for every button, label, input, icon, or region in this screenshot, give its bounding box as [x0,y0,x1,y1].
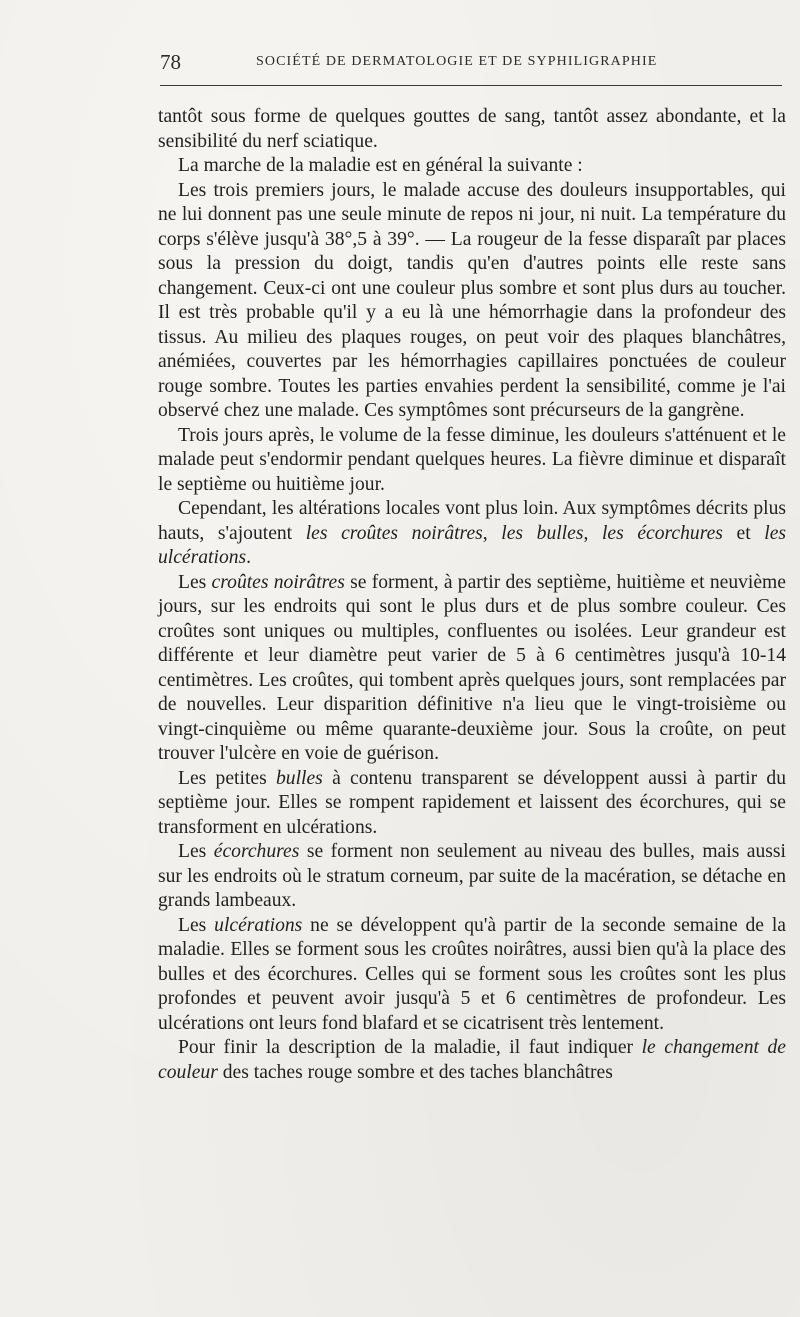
page-number: 78 [160,50,181,74]
italic-text: le changement de couleur [158,1037,786,1083]
text-run: La marche de la maladie est en général la suivante : [178,155,583,176]
text-run: se forment non seulement au niveau des bulles, mais aussi sur les endroits où le stratum corneum, par suite de la macération, se détache en grands lambeaux. [158,841,786,911]
text-run: . [246,547,252,568]
text-run: , [482,522,502,544]
text-run: se forment, à partir des septième, huitième et neuvième jours, sur les endroits qui sont le plus durs et de plus sombre couleur. Ces croûtes sont uniques ou multiples, confluentes ou isolées. Leur grandeur est différente et leur diamètre peut varier de 5 à 6 centimètres jusqu'à 10-14 centimètres. Les croûtes, qui tombent après quelques jours, sont remplacées par de nouvelles. Leur disparition définitive n'a lieu que le vingt-troisième ou vingt-cinquième ou même quarante-deuxième jour. Sous la croûte, on peut trouver l'ulcère en voie de guérison. [158,571,786,764]
body-text [158,105,786,1085]
paragraph [158,840,786,914]
text-run: Pour finir la description de la maladie, il faut indiquer [178,1037,642,1058]
journal-title: SOCIÉTÉ DE DERMATOLOGIE ET DE SYPHILIGRAPHIE [256,54,658,69]
paragraph [158,154,786,179]
paragraph [158,1036,786,1085]
paragraph [158,571,786,767]
paragraph [158,105,786,154]
text-run: Les [178,914,215,936]
italic-text: les écorchures [601,522,723,544]
paragraph [158,424,786,498]
text-run: Les petites [178,767,276,789]
text-run: Les [178,841,214,862]
italic-text: bulles [275,767,323,789]
text-run: ne se développent qu'à partir de la seconde semaine de la maladie. Elles se forment sous les croûtes noirâtres, aussi bien qu'à la place des bulles et des écorchures. Celles qui se forment sous les croûtes sont les plus profondes et peuvent avoir jusqu'à 5 et 6 centimètres de profondeur. Les ulcérations ont leurs fond blafard et se cicatrisent très lentement. [158,914,786,1034]
text-run: et [722,522,765,544]
text-run: des taches rouge sombre et des taches blanchâtres [217,1061,613,1083]
text-run: Les trois premiers jours, le malade accuse des douleurs insupportables, qui ne lui donnent pas une seule minute de repos ni jour, ni nuit. La température du corps s'élève jusqu'à 38°,5 à 39°. — La rougeur de la fesse disparaît par places sous la pression du doigt, tandis qu'en d'autres points elle reste sans changement. Ceux-ci ont une couleur plus sombre et sont plus durs au toucher. Il est très probable qu'il y a eu là une hémorrhagie dans la profondeur des tissus. Au milieu des plaques rouges, on peut voir des plaques blanchâtres, anémiées, couvertes par les hémorrhagies capillaires ponctuées de couleur rouge sombre. Toutes les parties envahies perdent la sensibilité, comme je l'ai observé chez une malade. Ces symptômes sont précurseurs de la gangrène. [158,179,786,421]
paragraph [158,497,786,571]
italic-text: les bulles [501,522,584,544]
text-run: Les [178,571,212,593]
italic-text: ulcérations [214,914,303,936]
header-rule [160,85,782,86]
paragraph [158,179,786,424]
italic-text: écorchures [213,841,300,862]
text-run: , [583,522,602,544]
text-run: Trois jours après, le volume de la fesse diminue, les douleurs s'atténuent et le malade peut s'endormir pendant quelques heures. La fièvre diminue et disparaît le septième ou huitième jour. [158,424,786,495]
italic-text: croûtes noirâtres [211,571,345,593]
running-head [160,48,780,76]
text-run: tantôt sous forme de quelques gouttes de sang, tantôt assez abondante, et la sensibilité du nerf sciatique. [158,106,786,152]
italic-text: les croûtes noirâtres [305,522,483,544]
italic-text: les ulcérations [158,522,787,568]
paragraph [158,914,786,1037]
text-run: à contenu transparent se développent aussi à partir du septième jour. Elles se rompent rapidement et laissent des écorchures, qui se transforment en ulcérations. [158,767,786,838]
text-run: Cependant, les altérations locales vont plus loin. Aux symptômes décrits plus hauts, s'ajoutent [158,498,786,544]
paragraph [158,767,786,841]
